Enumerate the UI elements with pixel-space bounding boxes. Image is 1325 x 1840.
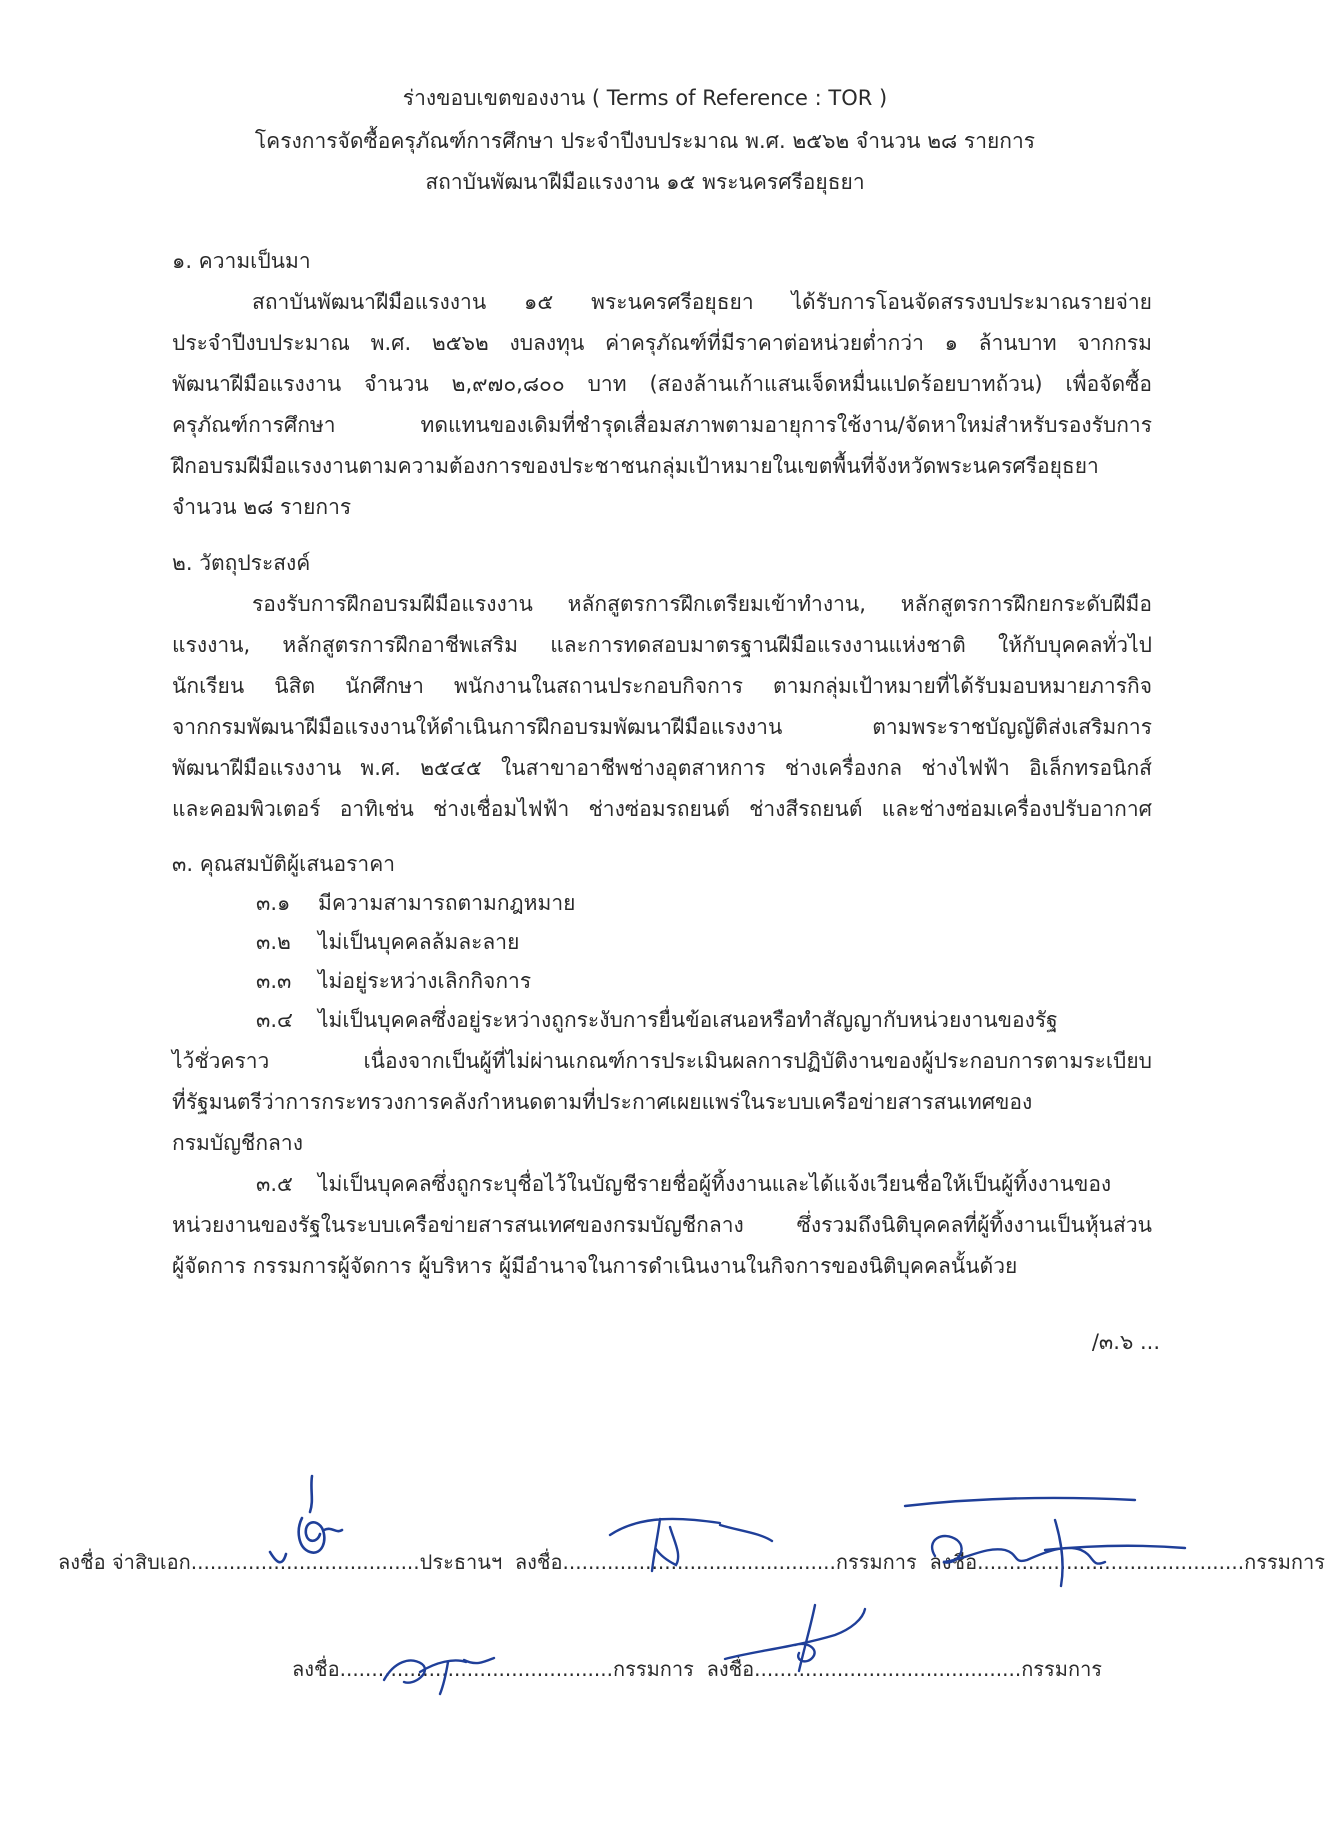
section3-heading: ๓. คุณสมบัติผู้เสนอราคา bbox=[172, 852, 396, 876]
section2-line: พัฒนาฝีมือแรงงาน พ.ศ. ๒๕๔๕ ในสาขาอาชีพช่างอุตสาหการ ช่างเครื่องกล ช่างไฟฟ้า อิเล็กทรอนิกส์ bbox=[172, 756, 1152, 780]
item-number: ๓.๑ bbox=[256, 891, 291, 915]
item-text: ไว้ชั่วคราว เนื่องจากเป็นผู้ที่ไม่ผ่านเกณฑ์การประเมินผลการปฏิบัติงานของผู้ประกอบการตามระเบียบ bbox=[172, 1049, 1152, 1073]
section2-line: แรงงาน, หลักสูตรการฝึกอาชีพเสริม และการทดสอบมาตรฐานฝีมือแรงงานแห่งชาติ ให้กับบุคคลทั่วไป bbox=[172, 633, 1152, 657]
signature-role: ประธานฯ bbox=[419, 1550, 503, 1574]
section1-heading: ๑. ความเป็นมา bbox=[172, 249, 311, 273]
page-continued: /๓.๖ ... bbox=[1091, 1330, 1160, 1354]
signature-label: ลงชื่อ bbox=[292, 1657, 340, 1681]
signature-dots: ........................................... bbox=[562, 1550, 836, 1574]
section2-heading: ๒. วัตถุประสงค์ bbox=[172, 551, 311, 575]
item-text: กรมบัญชีกลาง bbox=[172, 1131, 303, 1155]
signature-dots: .......................................... bbox=[977, 1550, 1245, 1574]
item-text: ไม่อยู่ระหว่างเลิกกิจการ bbox=[318, 969, 532, 993]
section1-line: ครุภัณฑ์การศึกษา ทดแทนของเดิมที่ชำรุดเสื่อมสภาพตามอายุการใช้งาน/จัดหาใหม่สำหรับรองรับการ bbox=[172, 413, 1152, 437]
item-number: ๓.๕ bbox=[256, 1172, 293, 1196]
section1-line: จำนวน ๒๘ รายการ bbox=[172, 495, 352, 519]
handwritten-signature bbox=[895, 1490, 1195, 1600]
signature-label: ลงชื่อ bbox=[706, 1657, 755, 1681]
item-text: ไม่เป็นบุคคลซึ่งถูกระบุชื่อไว้ในบัญชีรายชื่อผู้ทิ้งงานและได้แจ้งเวียนชื่อให้เป็นผู้ทิ้งงานของ bbox=[318, 1172, 1112, 1196]
handwritten-signature bbox=[370, 1632, 500, 1702]
item-number: ๓.๒ bbox=[256, 930, 291, 954]
item-number: ๓.๔ bbox=[256, 1008, 293, 1032]
section2-line: รองรับการฝึกอบรมฝีมือแรงงาน หลักสูตรการฝึกเตรียมเข้าทำงาน, หลักสูตรการฝึกยกระดับฝีมือ bbox=[252, 592, 1152, 616]
signature-label: ลงชื่อ bbox=[514, 1550, 563, 1574]
section1-line: พัฒนาฝีมือแรงงาน จำนวน ๒,๙๗๐,๘๐๐ บาท (สองล้านเก้าแสนเจ็ดหมื่นแปดร้อยบาทถ้วน) เพื่อจัดซื้อ bbox=[172, 372, 1152, 396]
signature-label: ลงชื่อ จ่าสิบเอก bbox=[58, 1550, 191, 1574]
item-text: ผู้จัดการ กรรมการผู้จัดการ ผู้บริหาร ผู้มีอำนาจในการดำเนินงานในกิจการของนิติบุคคลนั้นด้วย bbox=[172, 1254, 1018, 1278]
signature-role: กรรมการ bbox=[1244, 1550, 1325, 1574]
section2-line: และคอมพิวเตอร์ อาทิเช่น ช่างเชื่อมไฟฟ้า ช่างซ่อมรถยนต์ ช่างสีรถยนต์ และช่างซ่อมเครื่องปรับอากาศ bbox=[172, 797, 1152, 821]
section1-line: ประจำปีงบประมาณ พ.ศ. ๒๕๖๒ งบลงทุน ค่าครุภัณฑ์ที่มีราคาต่อหน่วยต่ำกว่า ๑ ล้านบาท จากกรม bbox=[172, 331, 1152, 355]
signature-role: กรรมการ bbox=[835, 1550, 917, 1574]
handwritten-signature bbox=[240, 1470, 370, 1580]
item-text: ไม่เป็นบุคคลซึ่งอยู่ระหว่างถูกระงับการยื่นข้อเสนอหรือทำสัญญากับหน่วยงานของรัฐ bbox=[318, 1008, 1058, 1032]
signature-dots: .................................... bbox=[190, 1550, 420, 1574]
item-number: ๓.๓ bbox=[256, 969, 292, 993]
item-text: ที่รัฐมนตรีว่าการกระทรวงการคลังกำหนดตามที่ประกาศเผยแพร่ในระบบเครือข่ายสารสนเทศของ bbox=[172, 1090, 1033, 1114]
handwritten-signature bbox=[715, 1595, 875, 1685]
doc-subtitle: โครงการจัดซื้อครุภัณฑ์การศึกษา ประจำปีงบประมาณ พ.ศ. ๒๕๖๒ จำนวน ๒๘ รายการ bbox=[254, 129, 1036, 153]
item-text: ไม่เป็นบุคคลล้มละลาย bbox=[318, 930, 520, 954]
section1-line: ฝึกอบรมฝีมือแรงงานตามความต้องการของประชาชนกลุ่มเป้าหมายในเขตพื้นที่จังหวัดพระนครศรีอยุธยา bbox=[172, 454, 1099, 478]
signature-dots: .......................................... bbox=[754, 1657, 1022, 1681]
signature-role: กรรมการ bbox=[1021, 1657, 1103, 1681]
signature-label: ลงชื่อ bbox=[929, 1550, 978, 1574]
item-text: หน่วยงานของรัฐในระบบเครือข่ายสารสนเทศของกรมบัญชีกลาง ซึ่งรวมถึงนิติบุคคลที่ผู้ทิ้งงานเป็นหุ้นส่วน bbox=[172, 1213, 1152, 1237]
section2-line: จากกรมพัฒนาฝีมือแรงงานให้ดำเนินการฝึกอบรมพัฒนาฝีมือแรงงาน ตามพระราชบัญญัติส่งเสริมการ bbox=[172, 715, 1152, 739]
doc-institution: สถาบันพัฒนาฝีมือแรงงาน ๑๕ พระนครศรีอยุธยา bbox=[425, 170, 865, 194]
section1-line: สถาบันพัฒนาฝีมือแรงงาน ๑๕ พระนครศรีอยุธยา ได้รับการโอนจัดสรรงบประมาณรายจ่าย bbox=[252, 290, 1152, 314]
handwritten-signature bbox=[600, 1505, 780, 1585]
section2-line: นักเรียน นิสิต นักศึกษา พนักงานในสถานประกอบกิจการ ตามกลุ่มเป้าหมายที่ได้รับมอบหมายภารกิจ bbox=[172, 674, 1152, 698]
doc-title: ร่างขอบเขตของงาน ( Terms of Reference : TOR ) bbox=[402, 86, 888, 110]
item-text: มีความสามารถตามกฎหมาย bbox=[318, 891, 576, 915]
signature-role: กรรมการ bbox=[612, 1657, 694, 1681]
signature-dots: ........................................... bbox=[339, 1657, 613, 1681]
